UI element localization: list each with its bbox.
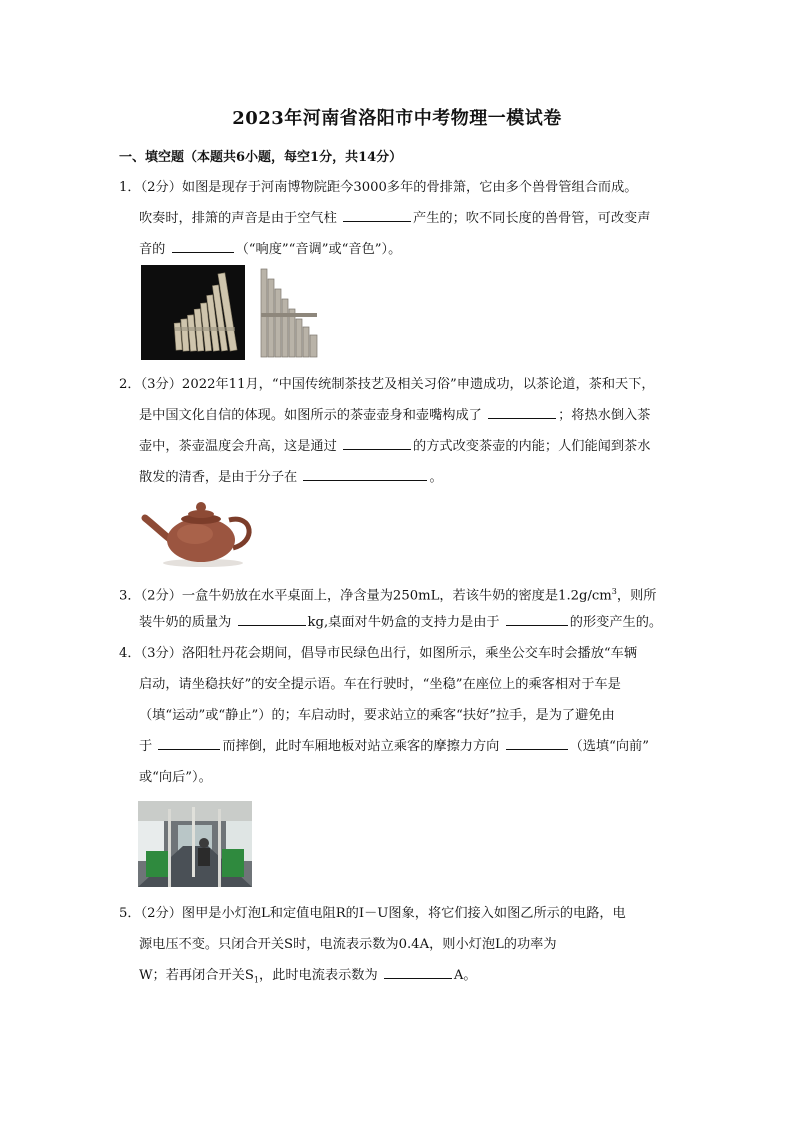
bus-interior-photo bbox=[138, 801, 252, 887]
q2-blank-1[interactable] bbox=[488, 403, 556, 419]
q5-blank-1[interactable] bbox=[384, 963, 452, 979]
q5-line-2: 源电压不变。只闭合开关S时，电流表示数为0.4A，则小灯泡L的功率为 bbox=[139, 937, 557, 952]
page-title: 2023年河南省洛阳市中考物理一模试卷 bbox=[232, 108, 562, 129]
q4-blank-2[interactable] bbox=[506, 734, 568, 750]
question-4 bbox=[119, 638, 679, 793]
q4-line-5: 或“向后”）。 bbox=[139, 770, 212, 785]
bone-paixiao-photo-dark bbox=[141, 265, 245, 360]
question-2 bbox=[119, 369, 679, 493]
q1-line-1: 1．（2分）如图是现存于河南博物院距今3000多年的骨排箫，它由多个兽骨管组合而成。 bbox=[119, 180, 638, 195]
q4-line-3: （填“运动”或“静止”）的；车启动时，要求站立的乘客“扶好”拉手，是为了避免由 bbox=[139, 708, 615, 723]
q2-line-3: 壶中，茶壶温度会升高，这是通过 的方式改变茶壶的内能；人们能闻到茶水 bbox=[119, 431, 679, 462]
q5-line-3: W；若再闭合开关$S_1$，此时电流表示数为 A。 bbox=[119, 960, 679, 991]
q3-blank-2[interactable] bbox=[506, 610, 568, 626]
q1-line-2: 吹奏时，排箫的声音是由于空气柱 产生的；吹不同长度的兽骨管，可改变声 bbox=[119, 203, 679, 234]
question-5 bbox=[119, 898, 679, 991]
bone-paixiao-photo-light bbox=[256, 265, 324, 362]
q3-line-2: 装牛奶的质量为 kg,桌面对牛奶盒的支持力是由于 的形变产生的。 bbox=[119, 607, 679, 638]
q4-line-2: 启动，请坐稳扶好”的安全提示语。车在行驶时，“坐稳”在座位上的乘客相对于车是 bbox=[139, 677, 621, 692]
question-1 bbox=[119, 172, 679, 265]
q1-blank-1[interactable] bbox=[343, 206, 411, 222]
q2-blank-3[interactable] bbox=[303, 465, 427, 481]
section-heading: 一、填空题（本题共6小题，每空1分，共14分） bbox=[119, 150, 403, 165]
q2-line-4: 散发的清香，是由于分子在 。 bbox=[119, 462, 679, 493]
q4-line-1: 4．（3分）洛阳牡丹花会期间，倡导市民绿色出行，如图所示，乘坐公交车时会播放“车辆 bbox=[119, 646, 638, 661]
q1-line-3: 音的 （“响度”“音调”或“音色”）。 bbox=[119, 234, 679, 265]
q2-line-1: 2．（3分）2022年11月，“中国传统制茶技艺及相关习俗”申遗成功，以茶论道，茶和天下， bbox=[119, 377, 655, 392]
teapot-photo bbox=[141, 490, 259, 570]
q3-line-1: 3．（2分）一盒牛奶放在水平桌面上，净含量为250mL，若该牛奶的密度是$1.2g/cm^3$，则所 bbox=[119, 587, 657, 604]
q4-line-4: 于 而摔倒，此时车厢地板对站立乘客的摩擦力方向 （选填“向前” bbox=[119, 731, 679, 762]
q3-blank-1[interactable] bbox=[238, 610, 306, 626]
q2-line-2: 是中国文化自信的体现。如图所示的茶壶壶身和壶嘴构成了 ；将热水倒入茶 bbox=[119, 400, 679, 431]
q5-line-1: 5．（2分）图甲是小灯泡L和定值电阻R的I－U图象，将它们接入如图乙所示的电路，电 bbox=[119, 906, 626, 921]
q4-blank-1[interactable] bbox=[158, 734, 220, 750]
question-3 bbox=[119, 576, 679, 638]
q2-blank-2[interactable] bbox=[343, 434, 411, 450]
q1-blank-2[interactable] bbox=[172, 237, 234, 253]
